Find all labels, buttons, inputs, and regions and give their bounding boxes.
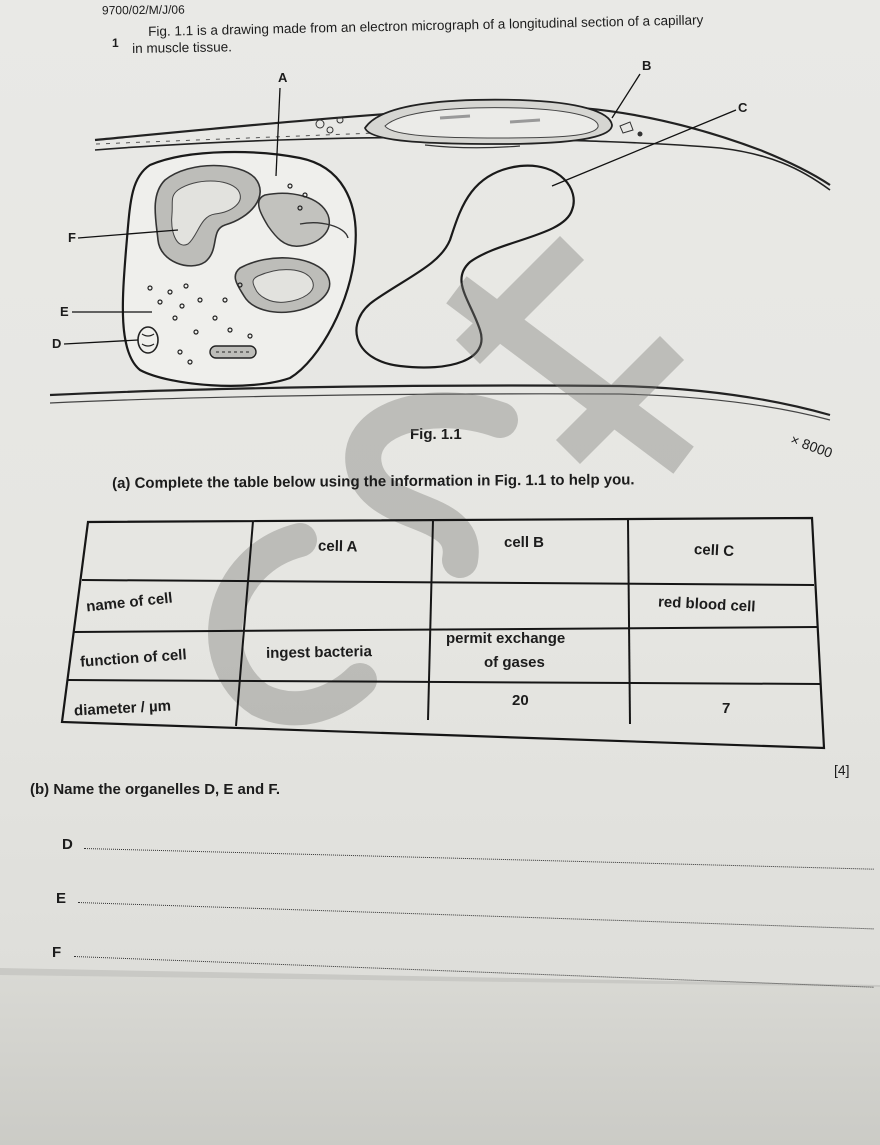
row-label-function: function of cell [79, 646, 188, 671]
magnification: × 8000 [788, 431, 835, 461]
cell-a-function: ingest bacteria [265, 643, 373, 662]
figure-label-e: E [60, 304, 69, 319]
cell-c-diameter: 7 [722, 700, 731, 717]
paper-code: 9700/02/M/J/06 [101, 2, 185, 18]
cell-b-diameter: 20 [512, 692, 529, 709]
table-header-cell-b: cell B [504, 534, 545, 551]
figure-label-f: F [68, 230, 76, 245]
figure-label-b: B [642, 58, 652, 73]
question-intro-line1: Fig. 1.1 is a drawing made from an electron micrograph of a longitudinal section of a capillary [148, 12, 704, 39]
row-label-name: name of cell [85, 589, 174, 616]
part-b-instruction: (b) Name the organelles D, E and F. [30, 781, 281, 798]
part-a-marks: [4] [834, 762, 850, 778]
cell-c-name: red blood cell [657, 593, 756, 616]
figure-label-a: A [278, 70, 288, 85]
underlying-page [0, 975, 880, 1145]
answer-label-e: E [56, 890, 67, 907]
answer-label-f: F [52, 944, 62, 961]
question-intro-line2: in muscle tissue. [132, 39, 233, 56]
cell-b-function-line2: of gases [484, 654, 545, 671]
table-header-cell-c: cell C [693, 540, 735, 561]
question-number: 1 [112, 36, 119, 50]
table-header-cell-a: cell A [317, 537, 358, 556]
part-a-instruction: (a) Complete the table below using the information in Fig. 1.1 to help you. [112, 471, 635, 492]
cell-b-function-line1: permit exchange [446, 630, 566, 647]
answer-label-d: D [62, 836, 73, 853]
figure-caption: Fig. 1.1 [410, 426, 462, 443]
row-label-diameter: diameter / µm [73, 697, 172, 720]
figure-label-c: C [738, 100, 748, 115]
figure-label-d: D [52, 336, 62, 351]
